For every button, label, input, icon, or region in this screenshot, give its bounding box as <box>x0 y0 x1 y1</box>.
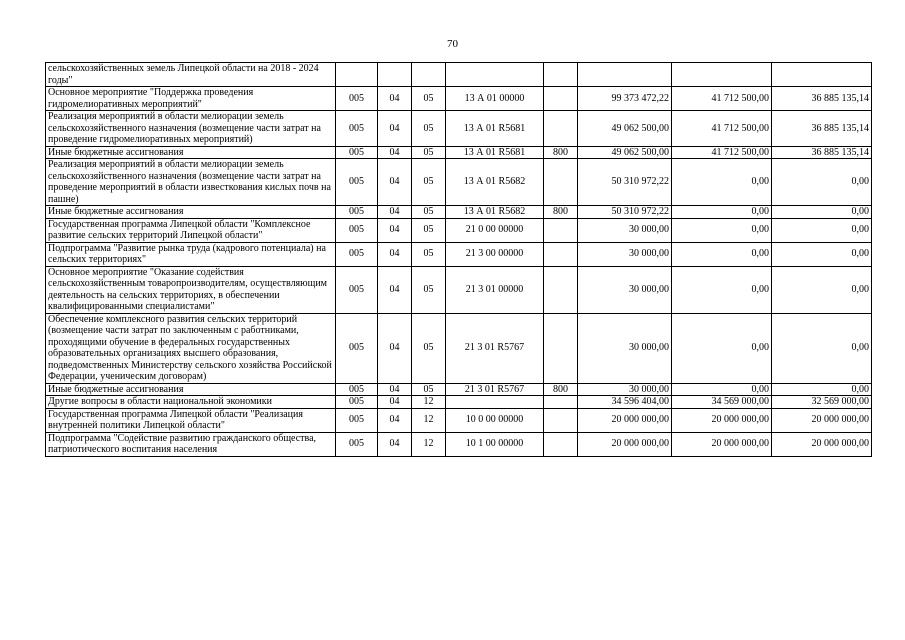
section-cell: 04 <box>378 87 412 111</box>
row-name-cell: Подпрограмма "Содействие развитию гражданского общества, патриотического воспитания населения <box>46 432 336 456</box>
section-cell: 04 <box>378 206 412 219</box>
section-cell: 04 <box>378 432 412 456</box>
target-code-cell: 21 0 00 00000 <box>446 218 544 242</box>
amount-year1-cell: 49 062 500,00 <box>578 111 672 147</box>
amount-year1-cell: 20 000 000,00 <box>578 408 672 432</box>
budget-table <box>45 62 872 457</box>
expense-type-cell <box>544 432 578 456</box>
table-row <box>46 383 872 396</box>
table-row <box>46 266 872 313</box>
expense-type-cell <box>544 111 578 147</box>
table-row <box>46 87 872 111</box>
target-code-cell <box>446 63 544 87</box>
target-code-cell: 13 А 01 R5682 <box>446 159 544 206</box>
subsection-cell <box>412 63 446 87</box>
amount-year3-cell: 0,00 <box>772 159 872 206</box>
row-name-cell: Реализация мероприятий в области мелиорации земель сельскохозяйственного назначения (возмещение части затрат на проведение гидромелиоративных мероприятий) <box>46 111 336 147</box>
target-code-cell: 21 3 01 00000 <box>446 266 544 313</box>
section-cell: 04 <box>378 146 412 159</box>
amount-year2-cell <box>672 63 772 87</box>
amount-year2-cell: 0,00 <box>672 218 772 242</box>
amount-year2-cell: 0,00 <box>672 383 772 396</box>
subsection-cell: 05 <box>412 111 446 147</box>
subsection-cell: 12 <box>412 408 446 432</box>
amount-year1-cell <box>578 63 672 87</box>
row-name-cell: Обеспечение комплексного развития сельских территорий (возмещение части затрат по заключенным с работниками, проходящими обучение в федеральных государственных образовательных организациях высшего образования, подведомственных Министерству сельского хозяйства Российской Федерации, ученическим договорам) <box>46 313 336 383</box>
target-code-cell: 10 0 00 00000 <box>446 408 544 432</box>
amount-year3-cell: 20 000 000,00 <box>772 408 872 432</box>
table-row <box>46 242 872 266</box>
admin-code-cell: 005 <box>336 432 378 456</box>
amount-year1-cell: 30 000,00 <box>578 313 672 383</box>
amount-year3-cell <box>772 63 872 87</box>
subsection-cell: 05 <box>412 242 446 266</box>
section-cell <box>378 63 412 87</box>
table-row <box>46 206 872 219</box>
table-body <box>46 63 872 457</box>
target-code-cell: 10 1 00 00000 <box>446 432 544 456</box>
amount-year3-cell: 0,00 <box>772 242 872 266</box>
expense-type-cell <box>544 313 578 383</box>
amount-year2-cell: 0,00 <box>672 242 772 266</box>
section-cell: 04 <box>378 159 412 206</box>
row-name-cell: Основное мероприятие "Поддержка проведения гидромелиоративных мероприятий" <box>46 87 336 111</box>
table-row <box>46 111 872 147</box>
admin-code-cell: 005 <box>336 206 378 219</box>
amount-year1-cell: 30 000,00 <box>578 242 672 266</box>
target-code-cell: 13 А 01 00000 <box>446 87 544 111</box>
subsection-cell: 05 <box>412 159 446 206</box>
admin-code-cell: 005 <box>336 111 378 147</box>
target-code-cell: 13 А 01 R5681 <box>446 111 544 147</box>
row-name-cell: сельскохозяйственных земель Липецкой области на 2018 - 2024 годы" <box>46 63 336 87</box>
amount-year2-cell: 0,00 <box>672 159 772 206</box>
expense-type-cell: 800 <box>544 383 578 396</box>
expense-type-cell: 800 <box>544 206 578 219</box>
subsection-cell: 05 <box>412 313 446 383</box>
admin-code-cell: 005 <box>336 159 378 206</box>
amount-year2-cell: 0,00 <box>672 266 772 313</box>
subsection-cell: 12 <box>412 396 446 409</box>
row-name-cell: Подпрограмма "Развитие рынка труда (кадрового потенциала) на сельских территориях" <box>46 242 336 266</box>
target-code-cell: 21 3 01 R5767 <box>446 313 544 383</box>
row-name-cell: Реализация мероприятий в области мелиорации земель сельскохозяйственного назначения (возмещение части затрат на проведение мероприятий в области известкования кислых почв на пашне) <box>46 159 336 206</box>
expense-type-cell <box>544 87 578 111</box>
amount-year3-cell: 0,00 <box>772 266 872 313</box>
expense-type-cell: 800 <box>544 146 578 159</box>
table-row <box>46 218 872 242</box>
amount-year1-cell: 50 310 972,22 <box>578 206 672 219</box>
target-code-cell: 13 А 01 R5681 <box>446 146 544 159</box>
amount-year1-cell: 99 373 472,22 <box>578 87 672 111</box>
amount-year1-cell: 50 310 972,22 <box>578 159 672 206</box>
target-code-cell: 21 3 00 00000 <box>446 242 544 266</box>
subsection-cell: 05 <box>412 206 446 219</box>
amount-year1-cell: 30 000,00 <box>578 218 672 242</box>
admin-code-cell: 005 <box>336 266 378 313</box>
admin-code-cell <box>336 63 378 87</box>
subsection-cell: 05 <box>412 218 446 242</box>
amount-year3-cell: 20 000 000,00 <box>772 432 872 456</box>
amount-year3-cell: 0,00 <box>772 218 872 242</box>
admin-code-cell: 005 <box>336 408 378 432</box>
expense-type-cell <box>544 242 578 266</box>
amount-year1-cell: 30 000,00 <box>578 266 672 313</box>
admin-code-cell: 005 <box>336 146 378 159</box>
table-row <box>46 396 872 409</box>
amount-year1-cell: 30 000,00 <box>578 383 672 396</box>
row-name-cell: Государственная программа Липецкой области "Реализация внутренней политики Липецкой области" <box>46 408 336 432</box>
amount-year3-cell: 32 569 000,00 <box>772 396 872 409</box>
subsection-cell: 05 <box>412 383 446 396</box>
expense-type-cell <box>544 396 578 409</box>
expense-type-cell <box>544 408 578 432</box>
section-cell: 04 <box>378 111 412 147</box>
row-name-cell: Иные бюджетные ассигнования <box>46 206 336 219</box>
amount-year1-cell: 34 596 404,00 <box>578 396 672 409</box>
expense-type-cell <box>544 218 578 242</box>
expense-type-cell <box>544 63 578 87</box>
amount-year2-cell: 0,00 <box>672 313 772 383</box>
subsection-cell: 05 <box>412 146 446 159</box>
target-code-cell <box>446 396 544 409</box>
section-cell: 04 <box>378 396 412 409</box>
row-name-cell: Иные бюджетные ассигнования <box>46 383 336 396</box>
amount-year2-cell: 20 000 000,00 <box>672 432 772 456</box>
admin-code-cell: 005 <box>336 218 378 242</box>
admin-code-cell: 005 <box>336 313 378 383</box>
row-name-cell: Другие вопросы в области национальной экономики <box>46 396 336 409</box>
amount-year2-cell: 20 000 000,00 <box>672 408 772 432</box>
admin-code-cell: 005 <box>336 396 378 409</box>
row-name-cell: Государственная программа Липецкой области "Комплексное развитие сельских территорий Липецкой области" <box>46 218 336 242</box>
row-name-cell: Основное мероприятие "Оказание содействия сельскохозяйственным товаропроизводителям, осуществляющим деятельность на сельских территориях, в обеспечении квалифицированными специалистами" <box>46 266 336 313</box>
section-cell: 04 <box>378 408 412 432</box>
amount-year1-cell: 20 000 000,00 <box>578 432 672 456</box>
subsection-cell: 05 <box>412 87 446 111</box>
table-row <box>46 63 872 87</box>
section-cell: 04 <box>378 313 412 383</box>
table-row <box>46 146 872 159</box>
subsection-cell: 05 <box>412 266 446 313</box>
amount-year2-cell: 34 569 000,00 <box>672 396 772 409</box>
table-row <box>46 159 872 206</box>
section-cell: 04 <box>378 242 412 266</box>
table-row <box>46 432 872 456</box>
amount-year3-cell: 0,00 <box>772 383 872 396</box>
target-code-cell: 13 А 01 R5682 <box>446 206 544 219</box>
amount-year2-cell: 41 712 500,00 <box>672 146 772 159</box>
page-number: 70 <box>447 38 458 50</box>
amount-year3-cell: 0,00 <box>772 206 872 219</box>
target-code-cell: 21 3 01 R5767 <box>446 383 544 396</box>
expense-type-cell <box>544 159 578 206</box>
admin-code-cell: 005 <box>336 87 378 111</box>
section-cell: 04 <box>378 266 412 313</box>
admin-code-cell: 005 <box>336 242 378 266</box>
section-cell: 04 <box>378 218 412 242</box>
amount-year3-cell: 36 885 135,14 <box>772 146 872 159</box>
amount-year1-cell: 49 062 500,00 <box>578 146 672 159</box>
amount-year3-cell: 36 885 135,14 <box>772 111 872 147</box>
table-row <box>46 408 872 432</box>
amount-year3-cell: 0,00 <box>772 313 872 383</box>
amount-year3-cell: 36 885 135,14 <box>772 87 872 111</box>
row-name-cell: Иные бюджетные ассигнования <box>46 146 336 159</box>
amount-year2-cell: 41 712 500,00 <box>672 111 772 147</box>
table-row <box>46 313 872 383</box>
section-cell: 04 <box>378 383 412 396</box>
expense-type-cell <box>544 266 578 313</box>
subsection-cell: 12 <box>412 432 446 456</box>
amount-year2-cell: 0,00 <box>672 206 772 219</box>
admin-code-cell: 005 <box>336 383 378 396</box>
amount-year2-cell: 41 712 500,00 <box>672 87 772 111</box>
